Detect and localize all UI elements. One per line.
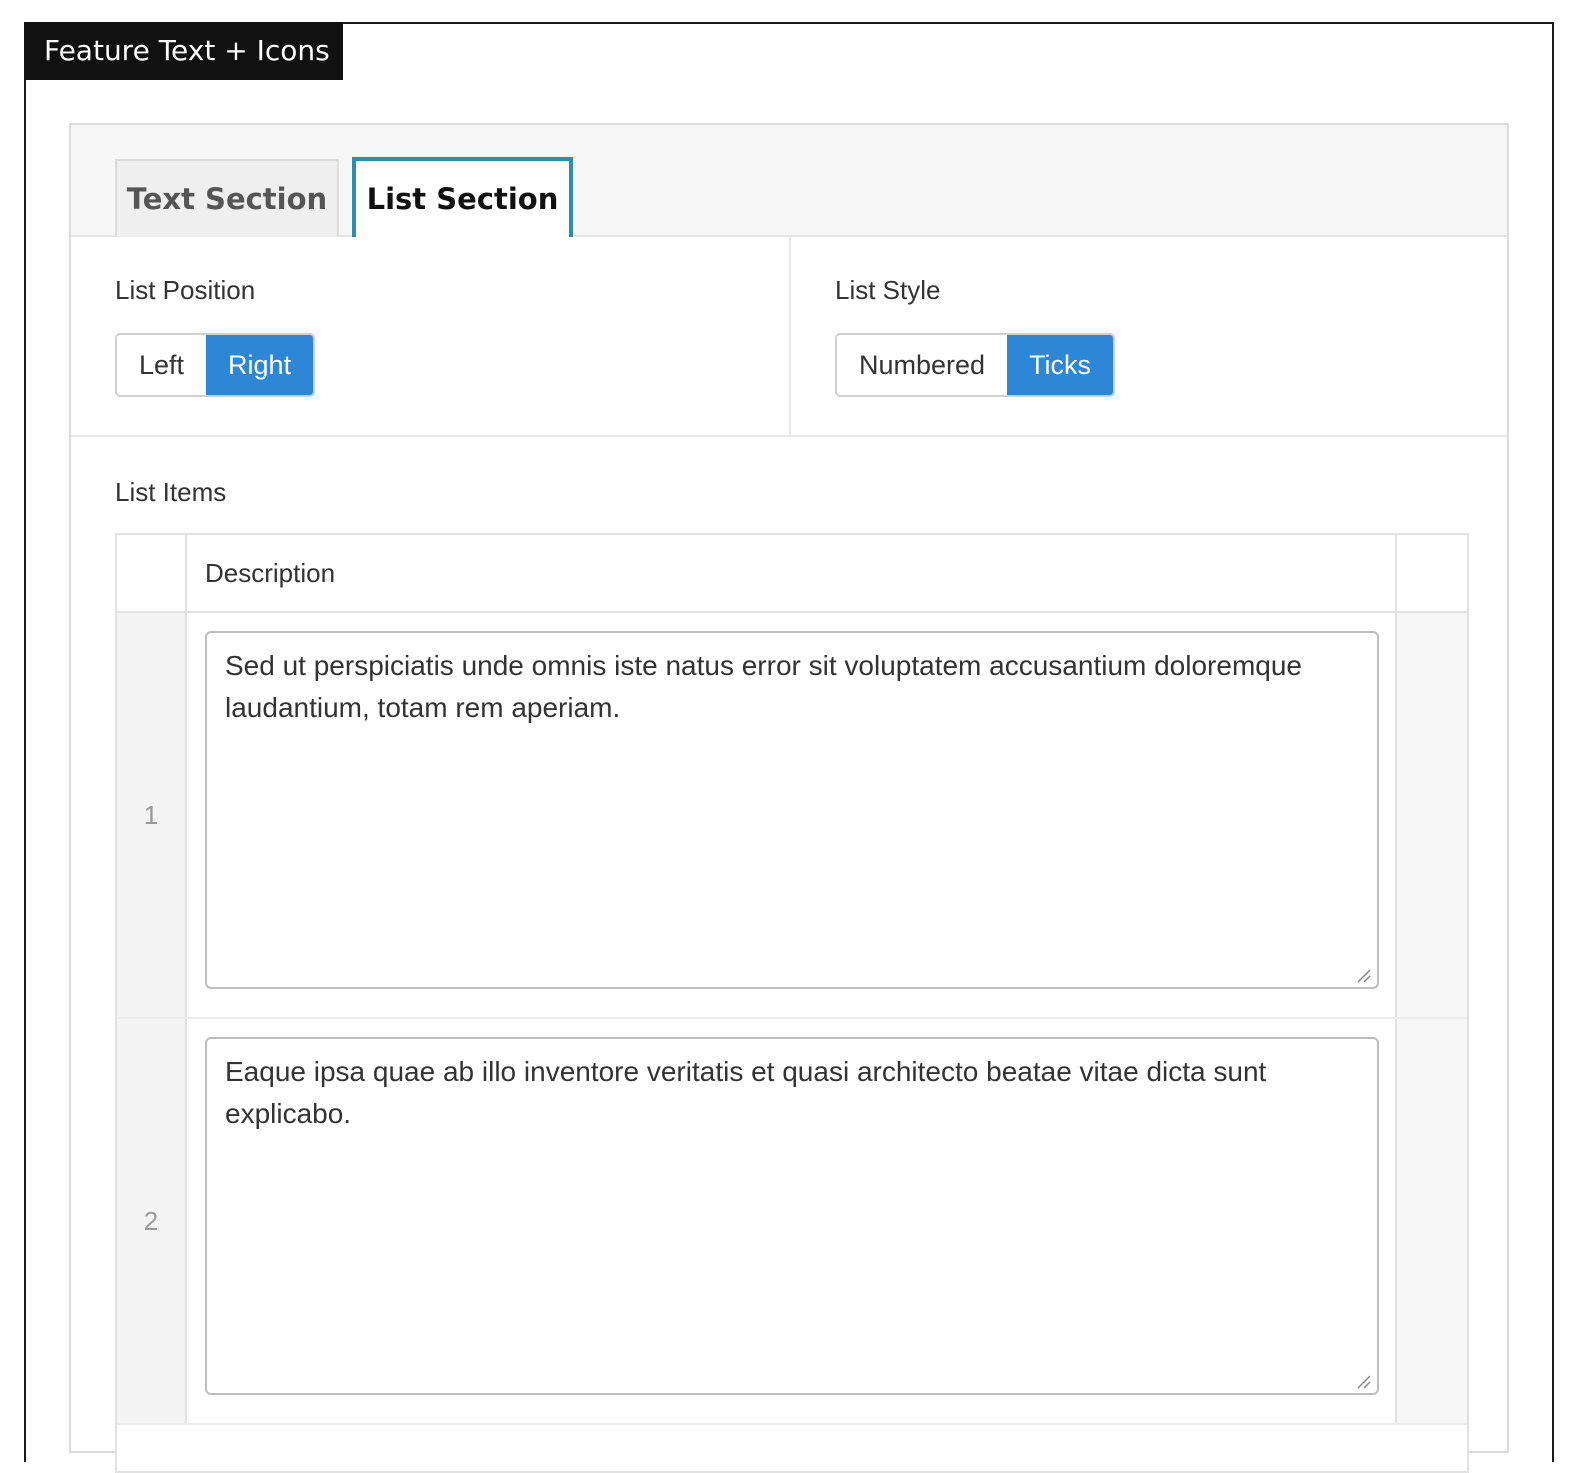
list-position-label: List Position — [115, 275, 256, 305]
position-left-button[interactable]: Left — [117, 335, 206, 395]
header-index-cell — [117, 535, 187, 611]
row-actions-cell — [1397, 613, 1467, 1017]
position-right-button[interactable]: Right — [206, 335, 313, 395]
list-style-field — [791, 237, 1507, 435]
list-position-field — [71, 237, 791, 435]
editor-panel — [69, 123, 1509, 1453]
tab-list-section[interactable]: List Section — [352, 157, 573, 241]
list-position-toggle — [115, 333, 315, 397]
description-cell — [187, 613, 1397, 1017]
list-style-label: List Style — [835, 275, 941, 305]
settings-row — [71, 237, 1507, 437]
style-ticks-button[interactable]: Ticks — [1007, 335, 1113, 395]
list-style-toggle — [835, 333, 1115, 397]
table-row — [117, 1019, 1467, 1425]
row-number: 1 — [143, 799, 159, 830]
resize-handle-icon[interactable] — [1355, 967, 1371, 983]
tab-text-section[interactable]: Text Section — [115, 159, 339, 237]
row-actions-cell — [1397, 1019, 1467, 1423]
resize-handle-icon[interactable] — [1355, 1373, 1371, 1389]
description-textarea[interactable]: Sed ut perspiciatis unde omnis iste natus error sit voluptatem accusantium doloremque laudantium, totam rem aperiam. — [205, 631, 1379, 989]
header-description: Description — [187, 535, 1397, 611]
row-index[interactable] — [117, 1019, 187, 1423]
row-index[interactable] — [117, 613, 187, 1017]
tab-bar — [71, 125, 1507, 237]
block-title: Feature Text + Icons — [24, 22, 343, 80]
row-number: 2 — [143, 1205, 159, 1236]
table-header — [117, 535, 1467, 613]
description-textarea[interactable]: Eaque ipsa quae ab illo inventore veritatis et quasi architecto beatae vitae dicta sunt explicabo. — [205, 1037, 1379, 1395]
list-items-table — [115, 533, 1469, 1473]
table-row — [117, 613, 1467, 1019]
tab-content — [71, 237, 1507, 1451]
style-numbered-button[interactable]: Numbered — [837, 335, 1007, 395]
list-items-label: List Items — [115, 477, 227, 507]
description-cell — [187, 1019, 1397, 1423]
